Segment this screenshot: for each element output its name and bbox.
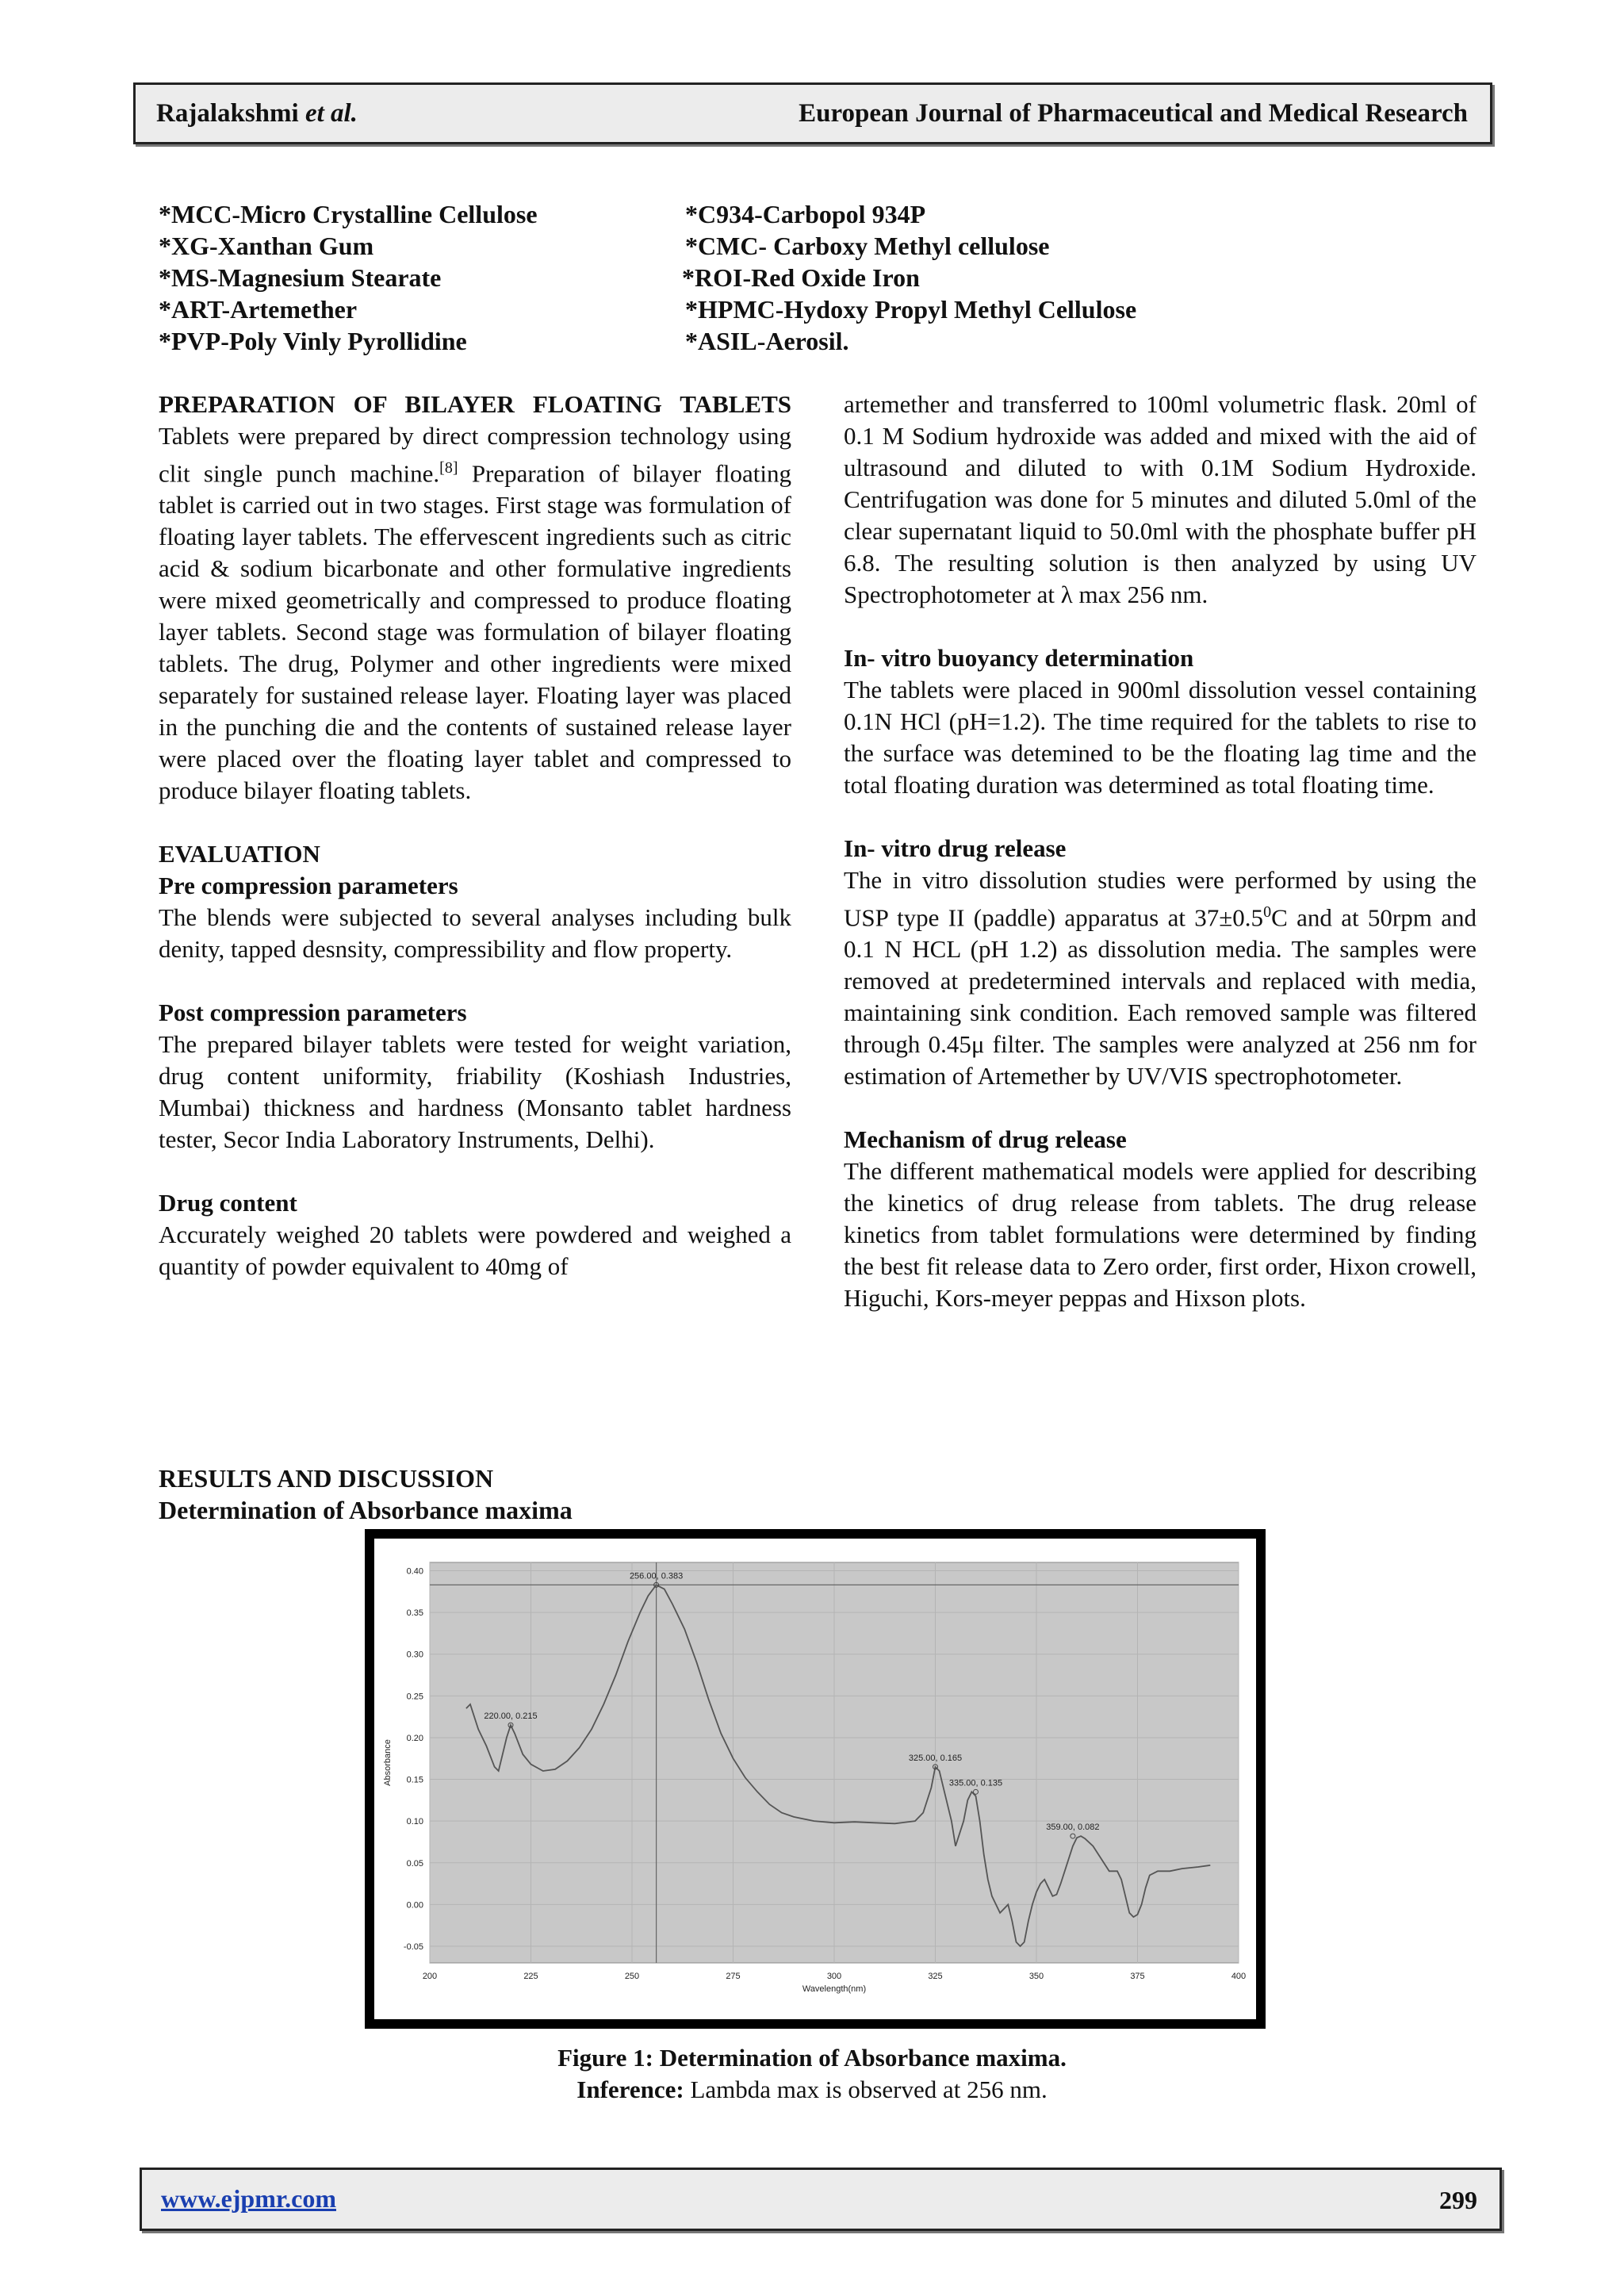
evaluation-heading: EVALUATION bbox=[159, 840, 320, 868]
x-tick-label: 400 bbox=[1231, 1972, 1247, 1981]
preparation-heading: PREPARATION OF BILAYER FLOATING TABLETS bbox=[159, 390, 791, 418]
y-tick-label: 0.25 bbox=[406, 1692, 423, 1702]
drug-content-text-cont: artemether and transferred to 100ml volumetric flask. 20ml of 0.1 M Sodium hydroxide was added and mixed with the aid of ultrasound and diluted to with 0.1M Sodium Hydroxide. Centrifugation was done for 5 minutes and diluted 5.0ml of the clear supernatant liquid to 50.0ml with the phosphate buffer pH 6.8. The resulting solution is then analyzed by using UV Spectrophotometer at λ max 256 nm. bbox=[844, 390, 1477, 608]
left-column bbox=[159, 389, 791, 1282]
post-compression-text: The prepared bilayer tablets were tested for weight variation, drug content uniformity, friability (Koshiash Industries, Mumbai) thickness and hardness (Monsanto tablet hardness tester, Secor India Laboratory Instruments, Delhi). bbox=[159, 1030, 791, 1154]
inference-label: Inference: bbox=[576, 2076, 684, 2103]
abbrev-right-4: *HPMC-Hydoxy Propyl Methyl Cellulose bbox=[685, 295, 1137, 324]
abbrev-left-1: *MCC-Micro Crystalline Cellulose bbox=[159, 200, 538, 228]
abbrev-right-2: *CMC- Carboxy Methyl cellulose bbox=[685, 232, 1050, 260]
buoyancy-heading: In- vitro buoyancy determination bbox=[844, 644, 1194, 672]
y-tick-label: 0.30 bbox=[406, 1650, 423, 1660]
y-tick-label: -0.05 bbox=[403, 1941, 423, 1952]
peak-label: 325.00, 0.165 bbox=[908, 1753, 963, 1763]
right-column bbox=[844, 389, 1477, 1314]
mechanism-text: The different mathematical models were applied for describing the kinetics of drug release from tablets. The drug release kinetics from tablet formulations were determined by finding the best fit release data to Zero order, first order, Hixon crowell, Higuchi, Kors-meyer peppas and Hixson plots. bbox=[844, 1157, 1477, 1313]
abbrev-left-2: *XG-Xanthan Gum bbox=[159, 232, 374, 260]
header-author: Rajalakshmi et al. bbox=[156, 99, 358, 128]
y-tick-label: 0.20 bbox=[406, 1733, 423, 1743]
x-tick-label: 250 bbox=[624, 1972, 640, 1981]
degree-superscript: 0 bbox=[1263, 903, 1272, 921]
abbrev-left-4: *ART-Artemether bbox=[159, 295, 358, 324]
results-subheading: Determination of Absorbance maxima bbox=[159, 1496, 573, 1524]
author-suffix: et al. bbox=[304, 99, 358, 128]
figure-inference bbox=[0, 2076, 1624, 2104]
pre-compression-heading: Pre compression parameters bbox=[159, 872, 458, 900]
abbrev-right-3: *ROI-Red Oxide Iron bbox=[682, 263, 920, 292]
journal-title: European Journal of Pharmaceutical and Medical Research bbox=[799, 99, 1468, 128]
mechanism-heading: Mechanism of drug release bbox=[844, 1125, 1127, 1154]
preparation-text: Tablets were prepared by direct compression technology using clit single punch machine.[8] Preparation of bilayer floating tablet is carried out in two stages. First stage was formulation of floating layer tablets. The effervescent ingredients such as citric acid & sodium bicarbonate and other formulative ingredients were mixed geometrically and compressed to produce floating layer tablets. Second stage was formulation of bilayer floating tablets. The drug, Polymer and other ingredients were mixed separately for sustained release layer. Floating layer was placed in the punching die and the contents of sustained release layer were placed over the floating layer tablet and compressed to produce bilayer floating tablets. bbox=[159, 422, 791, 805]
peak-label: 335.00, 0.135 bbox=[948, 1778, 1003, 1788]
journal-link[interactable]: www.ejpmr.com bbox=[161, 2184, 336, 2213]
x-tick-label: 225 bbox=[523, 1972, 538, 1981]
peak-label: 220.00, 0.215 bbox=[484, 1711, 538, 1722]
x-tick-label: 375 bbox=[1130, 1972, 1145, 1981]
y-axis-label: Absorbance bbox=[383, 1739, 393, 1786]
y-tick-label: 0.00 bbox=[406, 1900, 423, 1911]
x-tick-label: 275 bbox=[726, 1972, 741, 1981]
x-tick-label: 325 bbox=[928, 1972, 943, 1981]
post-compression-heading: Post compression parameters bbox=[159, 999, 467, 1027]
figure-inner bbox=[374, 1539, 1256, 2019]
abbrev-right-5: *ASIL-Aerosil. bbox=[685, 327, 849, 355]
drug-release-text: The in vitro dissolution studies were performed by using the USP type II (paddle) apparatus at $37\pm 0.5^0C$ and at 50rpm and 0.1 N HCL (pH 1.2) as dissolution media. The samples were removed at predetermined intervals and replaced with media, maintaining sink condition. Each removed sample was filtered through 0.45μ filter. The samples were analyzed at 256 nm for estimation of Artemether by UV/VIS spectrophotometer. bbox=[844, 866, 1477, 1091]
figure-caption: Figure 1: Determination of Absorbance maxima. bbox=[557, 2044, 1067, 2072]
buoyancy-text: The tablets were placed in 900ml dissolution vessel containing 0.1N HCl (pH=1.2). The time required for the tablets to rise to the surface was detemined to be the floating lag time and the total floating duration was determined as total floating time. bbox=[844, 676, 1477, 799]
x-tick-label: 300 bbox=[826, 1972, 842, 1981]
pre-compression-text: The blends were subjected to several analyses including bulk denity, tapped desnsity, compressibility and flow property. bbox=[159, 903, 791, 964]
peak-label: 359.00, 0.082 bbox=[1046, 1823, 1100, 1833]
drug-release-heading: In- vitro drug release bbox=[844, 834, 1067, 862]
figure-frame bbox=[365, 1529, 1266, 2029]
inference-text: Lambda max is observed at 256 nm. bbox=[684, 2076, 1048, 2103]
results-heading: RESULTS AND DISCUSSION bbox=[159, 1464, 494, 1493]
reference-8: [8] bbox=[439, 459, 458, 477]
y-tick-label: 0.40 bbox=[406, 1566, 423, 1577]
x-axis-label: Wavelength(nm) bbox=[802, 1984, 867, 1994]
chart-grid bbox=[430, 1562, 1239, 1963]
page-number: 299 bbox=[1439, 2186, 1477, 2214]
drug-content-text: Accurately weighed 20 tablets were powdered and weighed a quantity of powder equivalent to 40mg of bbox=[159, 1221, 791, 1281]
x-tick-label: 200 bbox=[422, 1972, 438, 1981]
abbrev-right-1: *C934-Carbopol 934P bbox=[685, 200, 926, 228]
y-tick-label: 0.10 bbox=[406, 1817, 423, 1827]
abbrev-left-5: *PVP-Poly Vinly Pyrollidine bbox=[159, 327, 467, 355]
y-tick-label: 0.05 bbox=[406, 1858, 423, 1869]
abbrev-left-3: *MS-Magnesium Stearate bbox=[159, 263, 442, 292]
y-tick-label: 0.35 bbox=[406, 1608, 423, 1619]
absorbance-chart bbox=[374, 1539, 1256, 2019]
drug-content-heading: Drug content bbox=[159, 1189, 297, 1217]
x-tick-label: 350 bbox=[1028, 1972, 1044, 1981]
page-header bbox=[133, 82, 1492, 144]
page-footer bbox=[140, 2168, 1502, 2231]
y-tick-label: 0.15 bbox=[406, 1775, 423, 1785]
peak-label: 256.00, 0.383 bbox=[629, 1571, 684, 1581]
